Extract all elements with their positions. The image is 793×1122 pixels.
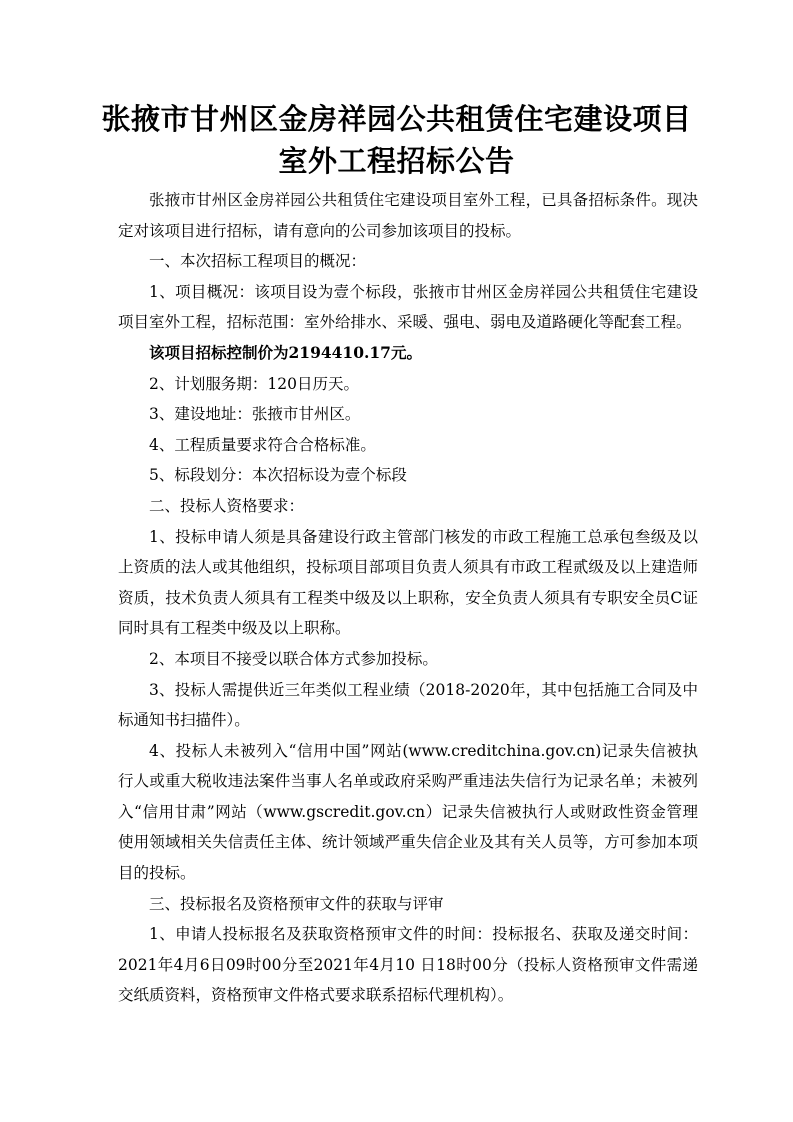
qualification-item-1: 1、投标申请人须是具备建设行政主管部门核发的市政工程施工总承包叁级及以上资质的法人或其他组织，投标项目部项目负责人须具有市政工程贰级及以上建造师资质，技术负责人须具有工程类中级及以上职称，安全负责人须具有专职安全员C证同时具有工程类中级及以上职称。: [118, 527, 698, 638]
overview-item-5: 5、标段划分：本次招标设为壹个标段: [149, 466, 407, 485]
qualification-item-3: 3、投标人需提供近三年类似工程业绩（2018-2020年，其中包括施工合同及中标通知书扫描件）。: [118, 680, 698, 730]
section-heading-overview: 一、本次招标工程项目的概况：: [149, 252, 367, 271]
document-body: [118, 185, 698, 1011]
overview-item-4: 4、工程质量要求符合合格标准。: [149, 435, 376, 454]
registration-item-1: 1、申请人投标报名及获取资格预审文件的时间：投标报名、获取及递交时间：2021年4月6日09时00分至2021年4月10 日18时00分（投标人资格预审文件需递交纸质资料，资格预审文件格式要求联系招标代理机构）。: [118, 925, 698, 1005]
intro-paragraph: 张掖市甘州区金房祥园公共租赁住宅建设项目室外工程，已具备招标条件。现决定对该项目进行招标，请有意向的公司参加该项目的投标。: [118, 191, 698, 240]
qualification-item-2: 2、本项目不接受以联合体方式参加投标。: [149, 649, 438, 668]
qualification-item-4: 4、投标人未被列入“信用中国”网站(www.creditchina.gov.cn)记录失信被执行人或重大税收违法案件当事人名单或政府采购严重违法失信行为记录名单；未被列入“信用甘肃”网站（www.gscredit.gov.cn）记录失信被执行人或财政性资金管理使用领域相关失信责任主体、统计领域严重失信企业及其有关人员等，方可参加本项目的投标。: [118, 741, 698, 883]
document-title-line-1: 张掖市甘州区金房祥园公共租赁住宅建设项目: [101, 102, 692, 136]
control-price: 该项目招标控制价为2194410.17元。: [149, 342, 422, 362]
section-heading-qualification: 二、投标人资格要求：: [149, 496, 305, 515]
overview-item-3: 3、建设地址：张掖市甘州区。: [149, 405, 361, 424]
section-heading-registration: 三、投标报名及资格预审文件的获取与评审: [149, 894, 444, 913]
document-title-line-2: 室外工程招标公告: [278, 144, 515, 178]
overview-item-1: 1、项目概况：该项目设为壹个标段，张掖市甘州区金房祥园公共租赁住宅建设项目室外工程，招标范围：室外给排水、采暖、强电、弱电及道路硬化等配套工程。: [118, 282, 698, 332]
overview-item-2: 2、计划服务期：120日历天。: [149, 374, 359, 393]
